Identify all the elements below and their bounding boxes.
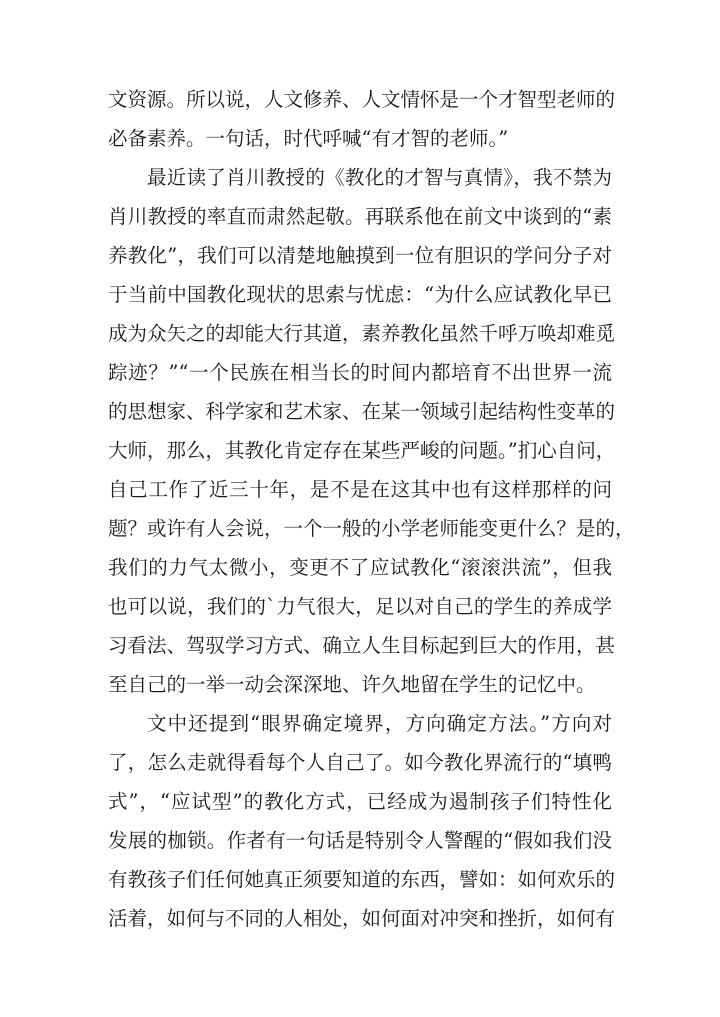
text-line: 也可以说，我们的`力气很大，足以对自己的学生的养成学 [108, 595, 612, 618]
text-line: 我们的力气太微小，变更不了应试教化“滚滚洪流”，但我 [108, 556, 612, 579]
text-line: 有教孩子们任何她真正须要知道的东西，譬如：如何欢乐的 [108, 868, 616, 891]
text-line: 习看法、驾驭学习方式、确立人生目标起到巨大的作用，甚 [108, 634, 616, 657]
paragraph-first-line: 文中还提到“眼界确定境界，方向确定方法。”方向对 [147, 712, 612, 735]
text-line: 必备素养。一句话，时代呼喊“有才智的老师。” [108, 127, 509, 150]
text-line: 发展的枷锁。作者有一句话是特别令人警醒的“假如我们没 [108, 829, 612, 852]
text-line: 肖川教授的率直而肃然起敬。再联系他在前文中谈到的“素 [108, 205, 612, 228]
text-line: 至自己的一举一动会深深地、许久地留在学生的记忆中。 [108, 673, 596, 696]
text-line: 大师，那么，其教化肯定存在某些严峻的问题。”扪心自问， [108, 439, 616, 462]
text-line: 式”，“应试型”的教化方式，已经成为遏制孩子们特性化 [108, 790, 612, 813]
text-line: 的思想家、科学家和艺术家、在某一领域引起结构性变革的 [108, 400, 616, 423]
text-line: 成为众矢之的却能大行其道，素养教化虽然千呼万唤却难觅 [108, 322, 616, 345]
text-line: 文资源。所以说，人文修养、人文情怀是一个才智型老师的 [108, 88, 616, 111]
paragraph-first-line: 最近读了肖川教授的《教化的才智与真情》，我不禁为 [147, 166, 612, 189]
text-line: 踪迹？”“一个民族在相当长的时间内都培育不出世界一流 [108, 361, 612, 384]
text-line: 养教化”，我们可以清楚地触摸到一位有胆识的学问分子对 [108, 244, 612, 267]
text-line: 活着，如何与不同的人相处，如何面对冲突和挫折，如何有 [108, 907, 616, 930]
text-line: 自己工作了近三十年，是不是在这其中也有这样那样的问 [108, 478, 612, 501]
text-line: 了，怎么走就得看每个人自己了。如今教化界流行的“填鸭 [108, 751, 612, 774]
document-body [108, 80, 635, 938]
text-line: 于当前中国教化现状的思索与忧虑：“为什么应试教化早已 [108, 283, 612, 306]
text-line: 题？或许有人会说，一个一般的小学老师能变更什么？是的， [108, 517, 635, 540]
